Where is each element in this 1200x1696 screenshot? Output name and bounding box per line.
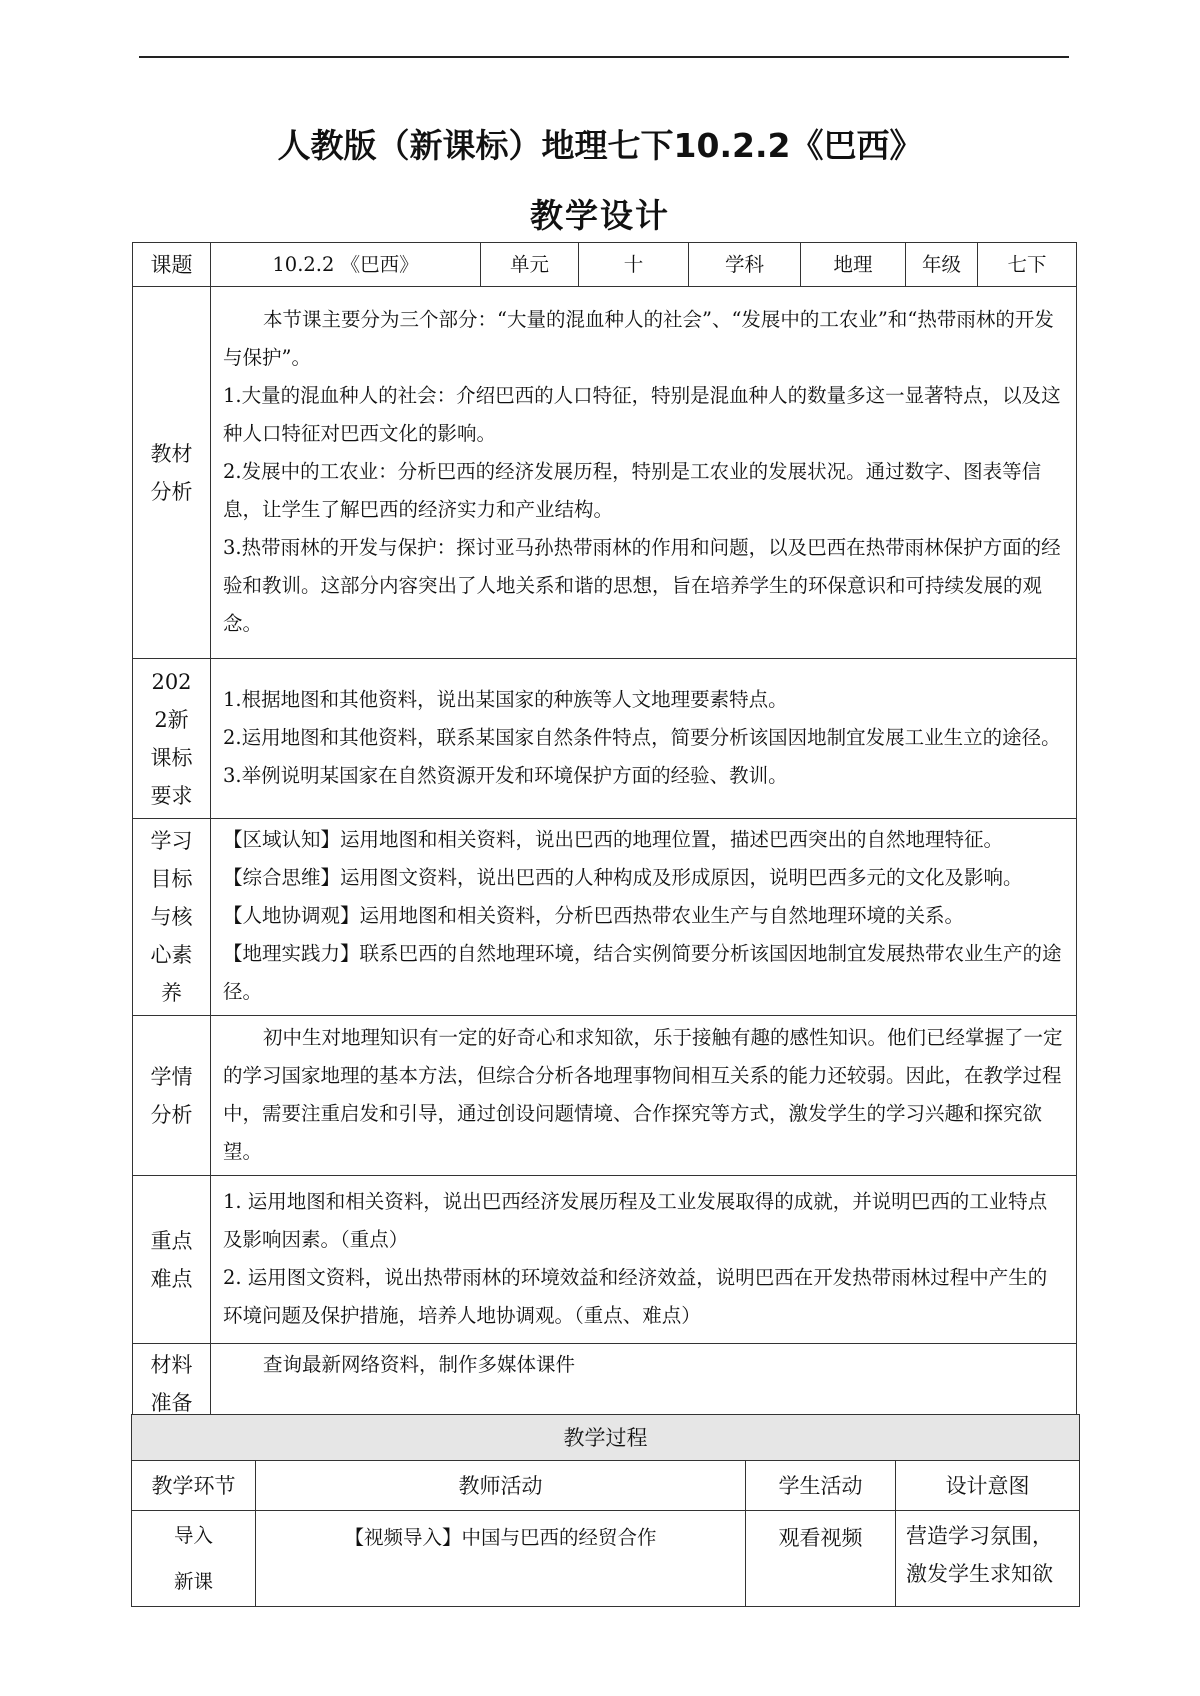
process-header-teacher: 教师活动 <box>256 1461 746 1511</box>
material-analysis-point-2: 2.发展中的工农业：分析巴西的经济发展历程，特别是工农业的发展状况。通过数字、图表等信息，让学生了解巴西的经济实力和产业结构。 <box>223 459 1042 521</box>
materials-content <box>211 1344 1077 1424</box>
subject-label: 学科 <box>689 243 801 287</box>
unit-label: 单元 <box>481 243 579 287</box>
student-analysis-label: 学情分析 <box>133 1016 211 1176</box>
process-teacher-activity: 【视频导入】中国与巴西的经贸合作 <box>256 1511 746 1607</box>
key-points-content <box>211 1176 1077 1344</box>
key-point-item: 2. 运用图文资料，说出热带雨林的环境效益和经济效益，说明巴西在开发热带雨林过程中产生的环境问题及保护措施，培养人地协调观。（重点、难点） <box>223 1265 1048 1327</box>
topic-value: 10.2.2 《巴西》 <box>211 243 481 287</box>
process-design-intent: 营造学习氛围，激发学生求知欲 <box>896 1511 1080 1607</box>
header-rule <box>139 56 1069 58</box>
grade-value: 七下 <box>978 243 1077 287</box>
key-points-row <box>133 1176 1077 1344</box>
grade-label: 年级 <box>906 243 978 287</box>
objective-item: 【综合思维】运用图文资料，说出巴西的人种构成及形成原因，说明巴西多元的文化及影响。 <box>223 866 1023 889</box>
curriculum-row <box>133 659 1077 819</box>
student-analysis-row <box>133 1016 1077 1176</box>
unit-value: 十 <box>579 243 689 287</box>
process-title: 教学过程 <box>132 1415 1080 1461</box>
materials-label: 材料准备 <box>133 1344 211 1424</box>
curriculum-item-2: 2.运用地图和其他资料，联系某国家自然条件特点，简要分析该国因地制宜发展工业生立的途径。 <box>223 725 1061 749</box>
curriculum-label: 2022新课标要求 <box>133 659 211 819</box>
objective-item: 【地理实践力】联系巴西的自然地理环境，结合实例简要分析该国因地制宜发展热带农业生产的途径。 <box>223 942 1062 1003</box>
material-analysis-point-3: 3.热带雨林的开发与保护：探讨亚马孙热带雨林的作用和问题，以及巴西在热带雨林保护方面的经验和教训。这部分内容突出了人地关系和谐的思想，旨在培养学生的环保意识和可持续发展的观念。 <box>223 535 1061 635</box>
material-analysis-row <box>133 287 1077 659</box>
material-analysis-point-1: 1.大量的混血种人的社会：介绍巴西的人口特征，特别是混血种人的数量多这一显著特点，以及这种人口特征对巴西文化的影响。 <box>223 383 1061 445</box>
process-table <box>131 1414 1080 1607</box>
objective-item: 【人地协调观】运用地图和相关资料，分析巴西热带农业生产与自然地理环境的关系。 <box>223 904 965 927</box>
student-analysis-content <box>211 1016 1077 1176</box>
process-stage: 导入新课 <box>132 1511 256 1607</box>
curriculum-item-1: 1.根据地图和其他资料，说出某国家的种族等人文地理要素特点。 <box>223 687 788 711</box>
process-student-activity: 观看视频 <box>746 1511 896 1607</box>
objectives-label: 学习目标与核心素养 <box>133 819 211 1016</box>
materials-row <box>133 1344 1077 1424</box>
design-table <box>132 242 1077 1424</box>
process-header-row <box>132 1461 1080 1511</box>
objectives-row <box>133 819 1077 1016</box>
materials-text: 查询最新网络资料，制作多媒体课件 <box>263 1353 576 1376</box>
header-row <box>133 243 1077 287</box>
process-header-student: 学生活动 <box>746 1461 896 1511</box>
process-header-stage: 教学环节 <box>132 1461 256 1511</box>
process-header-intent: 设计意图 <box>896 1461 1080 1511</box>
topic-label: 课题 <box>133 243 211 287</box>
material-analysis-label: 教材分析 <box>133 287 211 659</box>
document-title: 人教版（新课标）地理七下10.2.2《巴西》 <box>277 126 923 165</box>
process-row <box>132 1511 1080 1607</box>
curriculum-content <box>211 659 1077 819</box>
material-analysis-intro: 本节课主要分为三个部分：“大量的混血种人的社会”、“发展中的工农业”和“热带雨林的开发与保护”。 <box>223 307 1054 369</box>
objective-item: 【区域认知】运用地图和相关资料，说出巴西的地理位置，描述巴西突出的自然地理特征。 <box>223 828 1004 851</box>
process-title-row <box>132 1415 1080 1461</box>
material-analysis-content <box>211 287 1077 659</box>
key-point-item: 1. 运用地图和相关资料，说出巴西经济发展历程及工业发展取得的成就，并说明巴西的工业特点及影响因素。（重点） <box>223 1189 1048 1251</box>
subject-value: 地理 <box>801 243 906 287</box>
student-analysis-text: 初中生对地理知识有一定的好奇心和求知欲，乐于接触有趣的感性知识。他们已经掌握了一定的学习国家地理的基本方法，但综合分析各地理事物间相互关系的能力还较弱。因此，在教学过程中，需要注重启发和引导，通过创设问题情境、合作探究等方式，激发学生的学习兴趣和探究欲望。 <box>223 1025 1063 1163</box>
objectives-content <box>211 819 1077 1016</box>
curriculum-item-3: 3.举例说明某国家在自然资源开发和环境保护方面的经验、教训。 <box>223 763 788 787</box>
key-points-label: 重点难点 <box>133 1176 211 1344</box>
document-subtitle: 教学设计 <box>530 196 670 235</box>
